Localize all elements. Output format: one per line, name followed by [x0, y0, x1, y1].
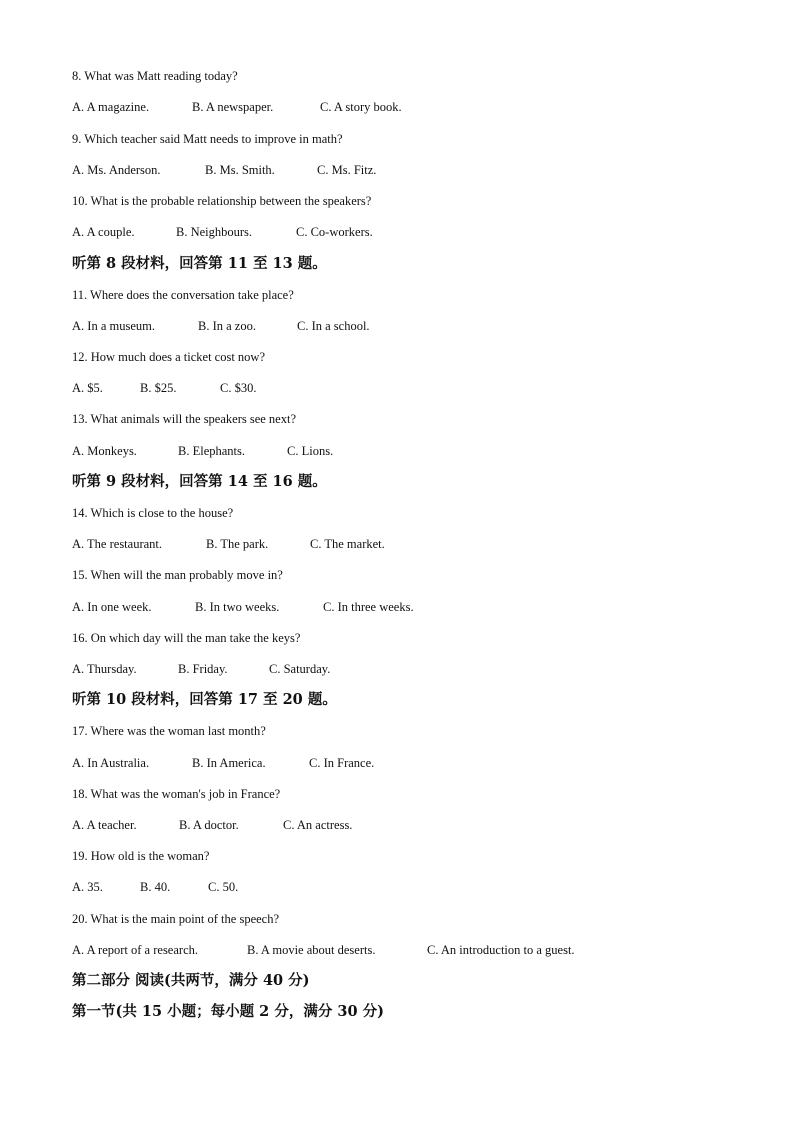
- option-a: A. Thursday.: [72, 662, 137, 676]
- options-18: [72, 817, 352, 833]
- option-c: C. The market.: [310, 537, 385, 551]
- options-20: [72, 942, 575, 958]
- question-20: 20. What is the main point of the speech?: [72, 912, 280, 926]
- options-8: [72, 99, 402, 115]
- option-c: C. An introduction to a guest.: [427, 943, 575, 957]
- option-b: B. Elephants.: [178, 444, 246, 458]
- option-b: B. Ms. Smith.: [205, 163, 275, 177]
- option-a: A. A report of a research.: [72, 943, 198, 957]
- part-two-heading: 第二部分 阅读(共两节，满分 40 分): [72, 972, 310, 989]
- option-c: C. In a school.: [297, 319, 370, 333]
- question-8: 8. What was Matt reading today?: [72, 69, 238, 83]
- option-c: C. In France.: [309, 756, 375, 770]
- options-12: [72, 380, 256, 396]
- question-17: 17. Where was the woman last month?: [72, 724, 266, 738]
- option-c: C. Ms. Fitz.: [317, 163, 377, 177]
- options-17: [72, 755, 374, 771]
- option-c: C. Saturday.: [269, 662, 331, 676]
- question-10: 10. What is the probable relationship between the speakers?: [72, 194, 372, 208]
- question-15: 15. When will the man probably move in?: [72, 568, 283, 582]
- option-c: C. Co-workers.: [296, 225, 373, 239]
- option-a: A. Ms. Anderson.: [72, 163, 161, 177]
- options-10: [72, 224, 373, 240]
- option-b: B. $25.: [140, 381, 177, 395]
- option-a: A. 35.: [72, 880, 103, 894]
- option-a: A. The restaurant.: [72, 537, 163, 551]
- option-c: C. Lions.: [287, 444, 334, 458]
- options-9: [72, 162, 376, 178]
- option-a: A. A teacher.: [72, 818, 137, 832]
- option-c: C. $30.: [220, 381, 257, 395]
- question-11: 11. Where does the conversation take place?: [72, 288, 294, 302]
- option-b: B. In two weeks.: [195, 600, 280, 614]
- question-19: 19. How old is the woman?: [72, 849, 210, 863]
- option-a: A. In a museum.: [72, 319, 155, 333]
- option-c: C. A story book.: [320, 100, 402, 114]
- section-heading-8: 听第 8 段材料，回答第 11 至 13 题。: [72, 255, 327, 272]
- option-b: B. In a zoo.: [198, 319, 256, 333]
- section-one-heading: 第一节(共 15 小题；每小题 2 分，满分 30 分): [72, 1003, 384, 1020]
- option-a: A. A couple.: [72, 225, 135, 239]
- option-a: A. $5.: [72, 381, 103, 395]
- options-13: [72, 443, 333, 459]
- option-b: B. 40.: [140, 880, 171, 894]
- question-16: 16. On which day will the man take the keys?: [72, 631, 301, 645]
- option-b: B. A doctor.: [179, 818, 239, 832]
- question-9: 9. Which teacher said Matt needs to improve in math?: [72, 132, 343, 146]
- option-c: C. 50.: [208, 880, 239, 894]
- option-a: A. A magazine.: [72, 100, 150, 114]
- section-heading-9: 听第 9 段材料，回答第 14 至 16 题。: [72, 473, 327, 490]
- options-15: [72, 599, 414, 615]
- option-a: A. In Australia.: [72, 756, 150, 770]
- option-b: B. The park.: [206, 537, 269, 551]
- option-b: B. In America.: [192, 756, 266, 770]
- question-18: 18. What was the woman's job in France?: [72, 787, 281, 801]
- option-b: B. Friday.: [178, 662, 228, 676]
- question-13: 13. What animals will the speakers see next?: [72, 412, 297, 426]
- options-19: [72, 879, 238, 895]
- option-c: C. In three weeks.: [323, 600, 414, 614]
- option-a: A. In one week.: [72, 600, 152, 614]
- options-14: [72, 536, 385, 552]
- options-16: [72, 661, 330, 677]
- section-heading-10: 听第 10 段材料，回答第 17 至 20 题。: [72, 691, 337, 708]
- option-b: B. Neighbours.: [176, 225, 253, 239]
- question-12: 12. How much does a ticket cost now?: [72, 350, 266, 364]
- option-b: B. A newspaper.: [192, 100, 274, 114]
- question-14: 14. Which is close to the house?: [72, 506, 234, 520]
- options-11: [72, 318, 370, 334]
- option-c: C. An actress.: [283, 818, 353, 832]
- option-b: B. A movie about deserts.: [247, 943, 376, 957]
- option-a: A. Monkeys.: [72, 444, 137, 458]
